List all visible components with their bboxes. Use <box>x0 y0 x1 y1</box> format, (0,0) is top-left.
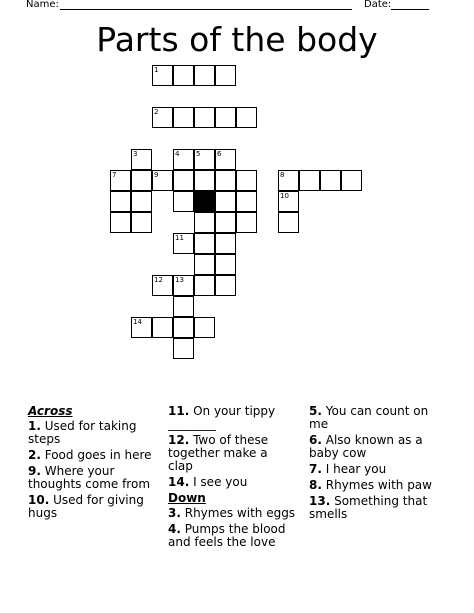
clue-number: 12. <box>168 433 190 447</box>
clue-item <box>168 434 296 473</box>
clue-text: Also known as a baby cow <box>309 433 423 460</box>
clue-number-5: 5 <box>196 150 201 158</box>
grid-cell[interactable] <box>341 170 362 191</box>
grid-cell[interactable] <box>173 296 194 317</box>
grid-cell[interactable] <box>236 107 257 128</box>
clue-number-12: 12 <box>154 276 163 284</box>
grid-cell[interactable] <box>173 191 194 212</box>
clue-text: Something that smells <box>309 494 428 521</box>
clues-column-3 <box>309 405 434 524</box>
grid-cell[interactable] <box>131 170 152 191</box>
clue-number: 1. <box>28 419 41 433</box>
clue-number-1: 1 <box>154 66 159 74</box>
clue-number-11: 11 <box>175 234 184 242</box>
grid-cell[interactable] <box>173 107 194 128</box>
grid-cell[interactable] <box>131 191 152 212</box>
clue-item <box>28 449 154 462</box>
grid-cell[interactable] <box>152 317 173 338</box>
down-list-1 <box>168 507 296 549</box>
clue-item <box>168 405 296 431</box>
grid-cell[interactable] <box>110 191 131 212</box>
grid-cell[interactable] <box>194 170 215 191</box>
grid-cell[interactable] <box>236 191 257 212</box>
clue-text: I hear you <box>321 462 387 476</box>
clue-text: Rhymes with paw <box>321 478 432 492</box>
across-list-2 <box>168 405 296 489</box>
grid-cell[interactable] <box>173 170 194 191</box>
clue-number: 4. <box>168 522 181 536</box>
clue-text: Two of these together make a clap <box>168 433 269 473</box>
clue-item <box>28 494 154 520</box>
clue-number-14: 14 <box>133 318 142 326</box>
clue-item <box>309 463 434 476</box>
grid-cell[interactable] <box>173 338 194 359</box>
clue-item <box>309 434 434 460</box>
clue-text: You can count on me <box>309 404 429 431</box>
grid-cell[interactable] <box>194 65 215 86</box>
clue-number-10: 10 <box>280 192 289 200</box>
grid-cell[interactable] <box>215 275 236 296</box>
clue-number-9: 9 <box>154 171 159 179</box>
clue-text: I see you <box>189 475 248 489</box>
clue-number: 2. <box>28 448 41 462</box>
clue-number-4: 4 <box>175 150 180 158</box>
grid-cell[interactable] <box>215 170 236 191</box>
grid-cell[interactable] <box>215 65 236 86</box>
clue-number: 6. <box>309 433 322 447</box>
grid-cell[interactable] <box>194 275 215 296</box>
down-heading: Down <box>168 491 206 505</box>
clue-text: Used for giving hugs <box>28 493 144 520</box>
grid-cell[interactable] <box>236 170 257 191</box>
page-title: Parts of the body <box>96 20 378 59</box>
grid-cell[interactable] <box>215 254 236 275</box>
grid-cell[interactable] <box>194 107 215 128</box>
date-line[interactable] <box>391 9 429 10</box>
clue-number: 13. <box>309 494 331 508</box>
worksheet-header <box>0 0 474 14</box>
grid-cell[interactable] <box>173 65 194 86</box>
name-line[interactable] <box>60 9 352 10</box>
clue-item <box>309 495 434 521</box>
grid-cell[interactable] <box>110 212 131 233</box>
clue-text: Rhymes with eggs <box>180 506 296 520</box>
clue-item <box>168 507 296 520</box>
grid-cell[interactable] <box>194 254 215 275</box>
grid-cell[interactable] <box>278 212 299 233</box>
clue-text: Pumps the blood and feels the love <box>168 522 286 549</box>
clue-item <box>28 465 154 491</box>
across-heading: Across <box>28 404 73 418</box>
clue-item <box>309 479 434 492</box>
grid-cell[interactable] <box>194 212 215 233</box>
across-list-1 <box>28 420 154 520</box>
grid-cell[interactable] <box>173 317 194 338</box>
grid-cell[interactable] <box>194 233 215 254</box>
clue-item <box>28 420 154 446</box>
clue-text: On your tippy ________ <box>168 404 276 431</box>
date-label: Date: <box>364 0 392 10</box>
clue-number: 14. <box>168 475 190 489</box>
clue-number: 11. <box>168 404 190 418</box>
grid-cell[interactable] <box>299 170 320 191</box>
grid-block <box>194 191 215 212</box>
grid-cell[interactable] <box>215 107 236 128</box>
clue-number-2: 2 <box>154 108 159 116</box>
clue-text: Food goes in here <box>40 448 152 462</box>
clue-number: 8. <box>309 478 322 492</box>
clue-item <box>168 523 296 549</box>
clues-area <box>0 405 474 613</box>
clue-item <box>168 476 296 489</box>
clue-number: 5. <box>309 404 322 418</box>
clue-number-6: 6 <box>217 150 222 158</box>
clue-number-3: 3 <box>133 150 138 158</box>
clue-number: 7. <box>309 462 322 476</box>
grid-cell[interactable] <box>215 191 236 212</box>
clue-number: 10. <box>28 493 50 507</box>
clues-column-1 <box>28 405 154 523</box>
grid-cell[interactable] <box>215 212 236 233</box>
down-list-2 <box>309 405 434 521</box>
clue-number: 3. <box>168 506 181 520</box>
grid-cell[interactable] <box>131 212 152 233</box>
clue-number-8: 8 <box>280 171 285 179</box>
clue-text: Where your thoughts come from <box>28 464 151 491</box>
clue-text: Used for taking steps <box>28 419 137 446</box>
grid-cell[interactable] <box>194 317 215 338</box>
clue-number: 9. <box>28 464 41 478</box>
name-label: Name: <box>26 0 59 10</box>
clue-item <box>309 405 434 431</box>
clues-column-2 <box>168 405 296 552</box>
grid-cell[interactable] <box>236 212 257 233</box>
grid-cell[interactable] <box>320 170 341 191</box>
grid-cell[interactable] <box>215 233 236 254</box>
clue-number-7: 7 <box>112 171 117 179</box>
clue-number-13: 13 <box>175 276 184 284</box>
